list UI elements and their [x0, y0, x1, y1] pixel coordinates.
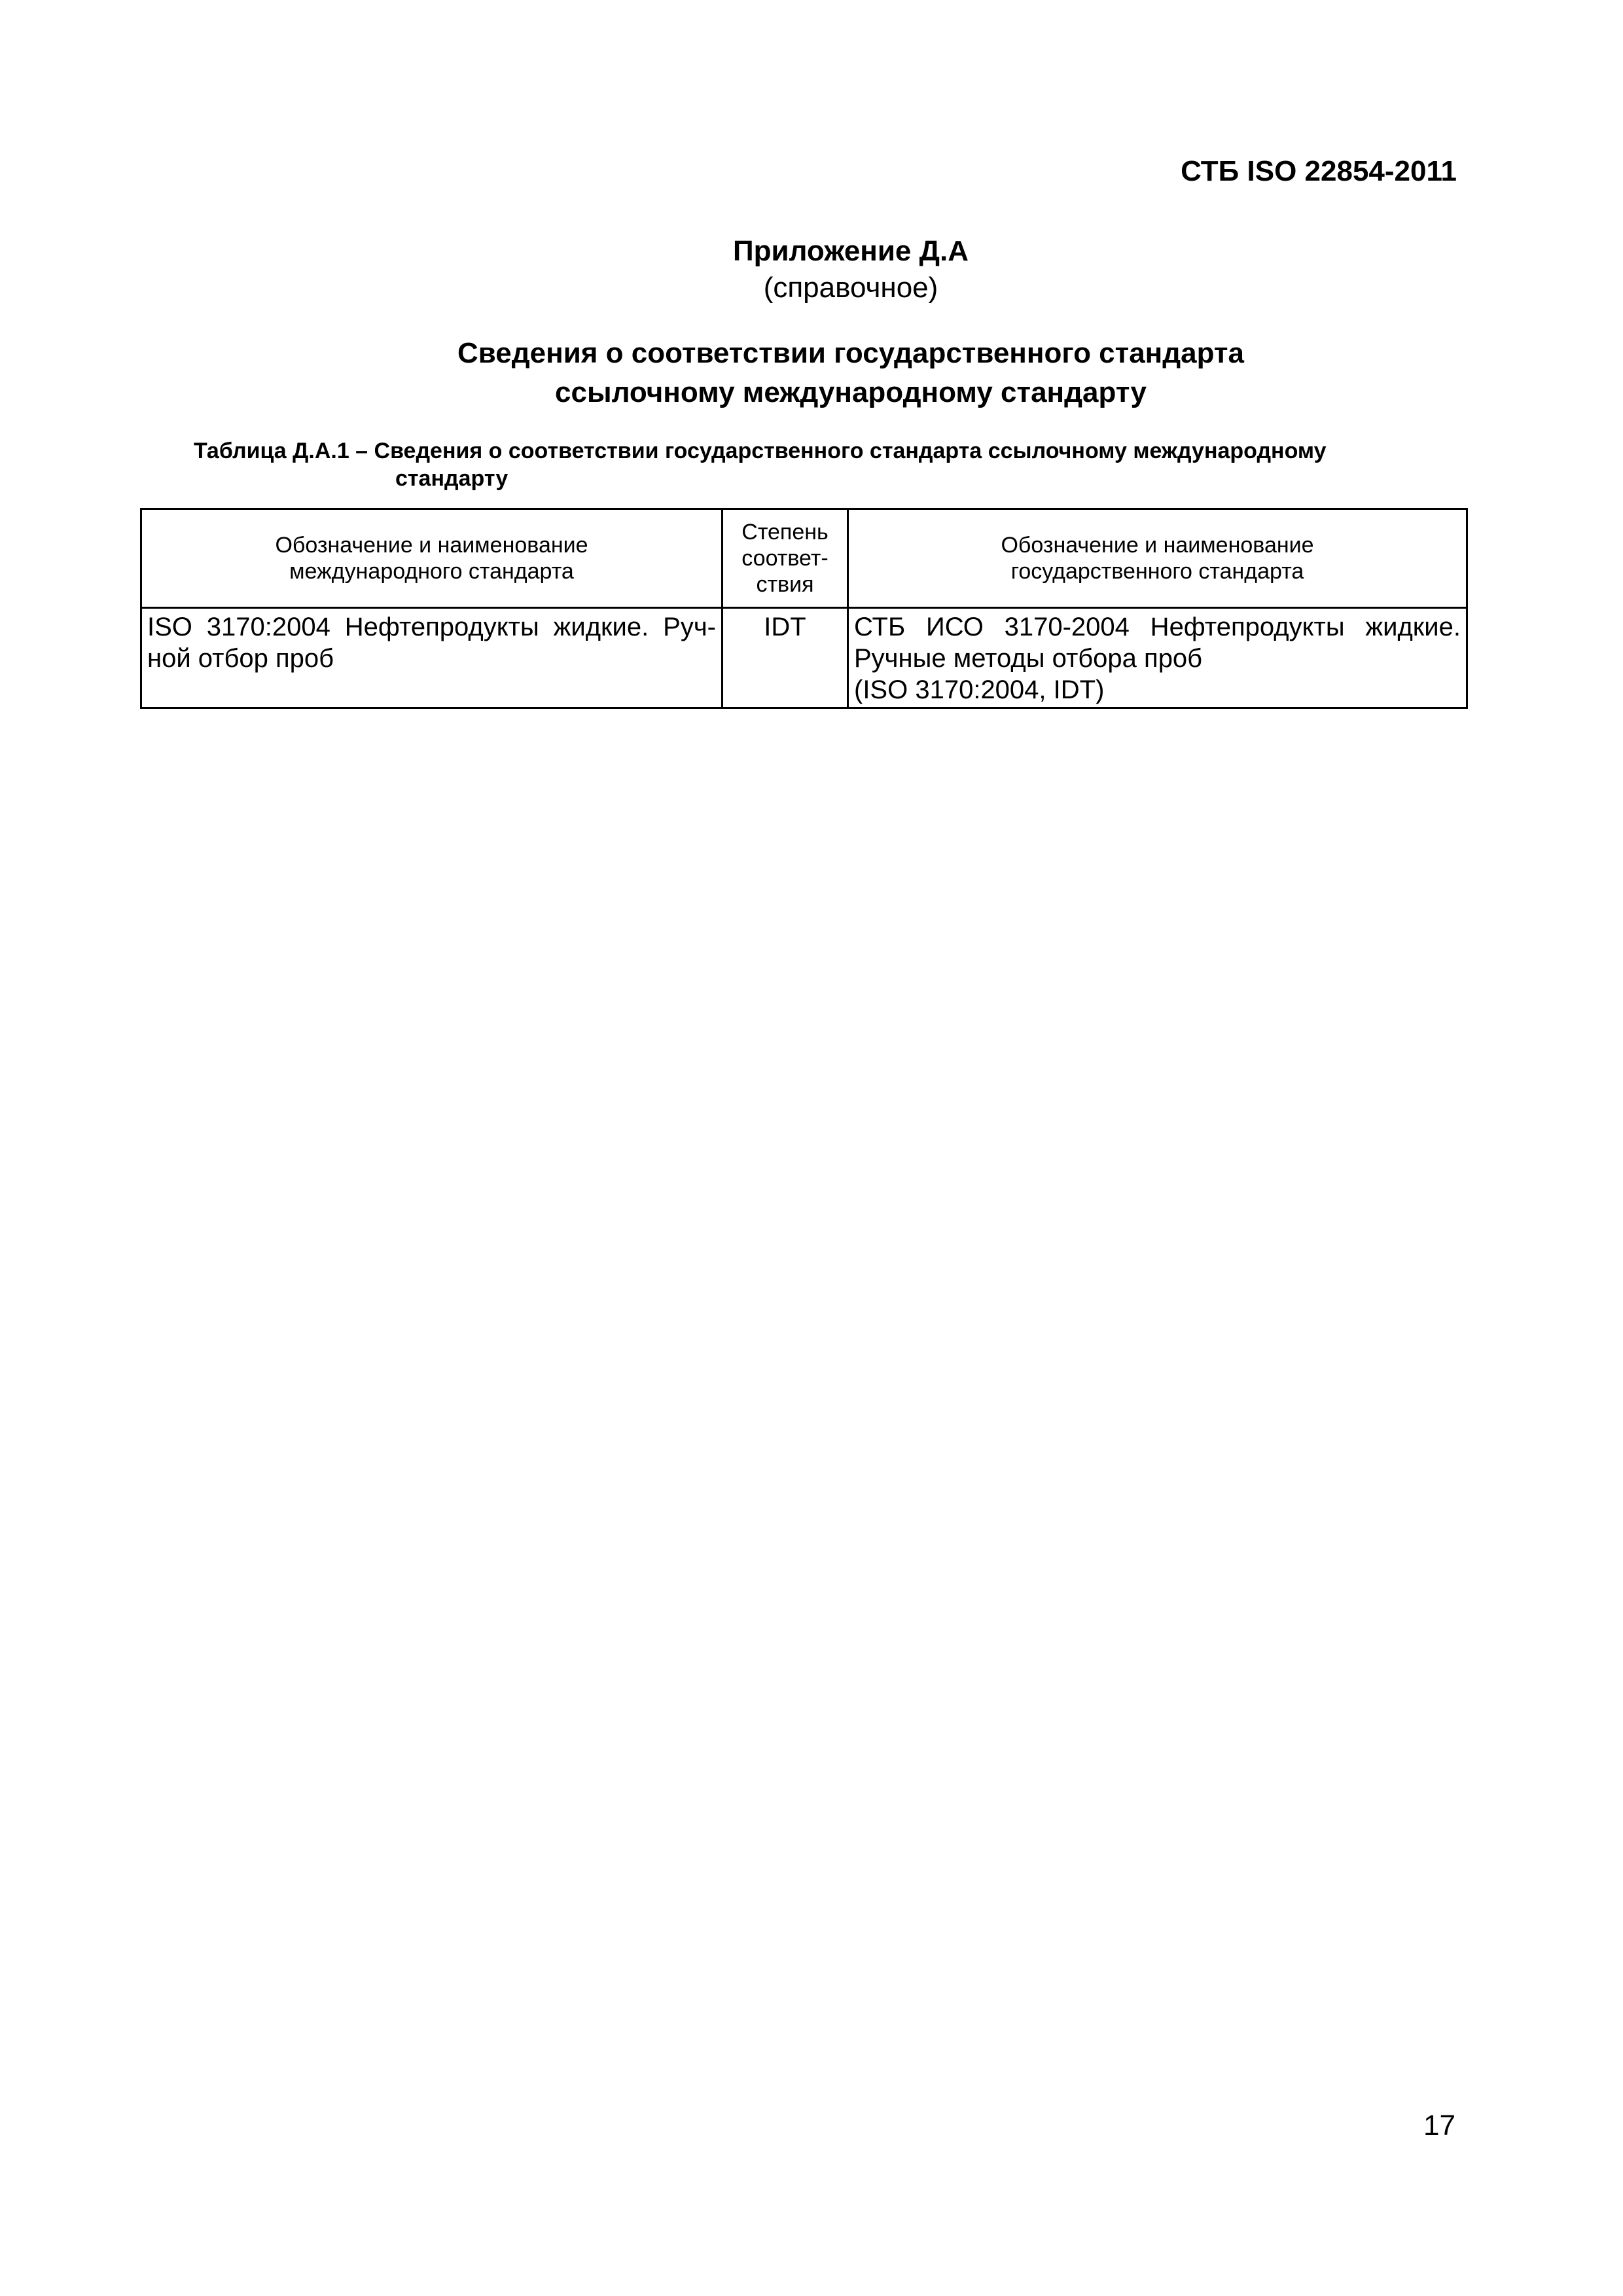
table-row [141, 608, 1467, 708]
table-header-row [141, 509, 1467, 608]
header-international-standard [141, 509, 722, 608]
header-col1-line-1: Обозначение и наименование [275, 533, 588, 558]
correspondence-table [140, 508, 1468, 709]
cell-state-standard [848, 608, 1467, 708]
page-number: 17 [1423, 2109, 1455, 2142]
table-caption [194, 437, 1466, 492]
cell-degree: IDT [722, 608, 848, 708]
document-code: СТБ ISO 22854-2011 [1181, 155, 1457, 187]
section-title [0, 334, 1623, 412]
header-col2-line-2: соответ- [741, 546, 829, 571]
header-state-standard [848, 509, 1467, 608]
table-caption-line-1: Таблица Д.А.1 – Сведения о соответствии государственного стандарта ссылочному международному [194, 439, 1327, 463]
cell-international-standard: ISO 3170:2004 Нефтепродукты жидкие. Руч-ной отбор проб [141, 608, 722, 708]
header-col3-line-1: Обозначение и наименование [1001, 533, 1314, 558]
header-col2-line-3: ствия [756, 572, 814, 597]
appendix-heading [0, 233, 1623, 306]
header-degree-of-correspondence [722, 509, 848, 608]
header-col2-line-1: Степень [741, 520, 829, 545]
appendix-subtitle: (справочное) [763, 272, 938, 304]
section-title-line-2: ссылочному международному стандарту [555, 376, 1147, 408]
header-col3-line-2: государственного стандарта [1010, 559, 1304, 584]
appendix-title: Приложение Д.А [733, 235, 969, 267]
cell-state-standard-line-2: (ISO 3170:2004, IDT) [854, 675, 1105, 704]
section-title-line-1: Сведения о соответствии государственного стандарта [457, 337, 1244, 369]
header-col1-line-2: международного стандарта [289, 559, 574, 584]
table-caption-line-2: стандарту [395, 466, 508, 491]
cell-state-standard-line-1: СТБ ИСО 3170-2004 Нефтепродукты жидкие. Ручные методы отбора проб [854, 613, 1461, 673]
